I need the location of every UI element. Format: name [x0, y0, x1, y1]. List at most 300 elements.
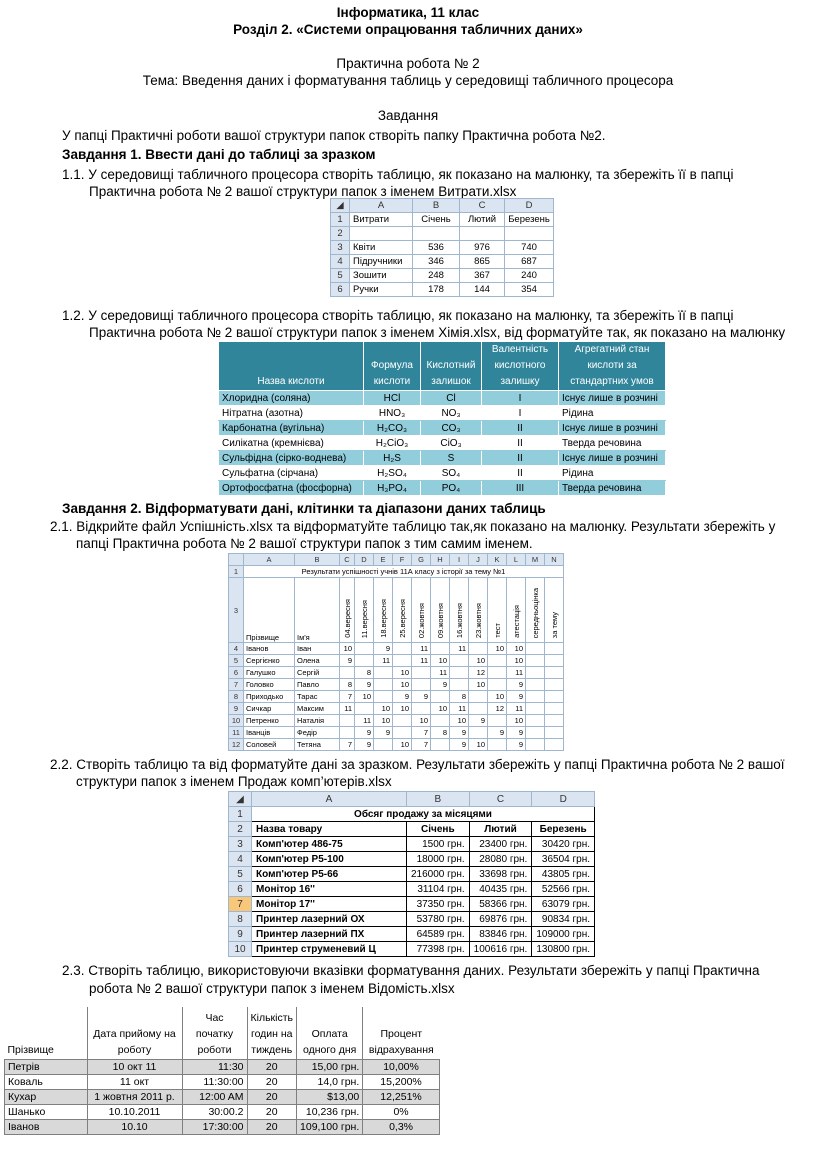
cell[interactable]: [526, 727, 545, 739]
cell[interactable]: [340, 667, 355, 679]
cell[interactable]: 90834 грн.: [532, 912, 595, 927]
col-header[interactable]: K: [488, 554, 507, 566]
cell[interactable]: 15,00 грн.: [297, 1060, 363, 1075]
cell[interactable]: 9: [469, 715, 488, 727]
cell[interactable]: Рідина: [559, 406, 666, 421]
cell[interactable]: 1500 грн.: [407, 837, 470, 852]
cell[interactable]: Монітор 17'': [252, 897, 407, 912]
cell[interactable]: Іванов: [5, 1120, 88, 1135]
cell[interactable]: 30:00.2: [182, 1105, 247, 1120]
cell[interactable]: [488, 739, 507, 751]
cell[interactable]: H₂CO₃: [364, 421, 421, 436]
cell[interactable]: I: [482, 406, 559, 421]
cell[interactable]: 23400 грн.: [469, 837, 532, 852]
cell[interactable]: Нітратна (азотна): [219, 406, 364, 421]
cell[interactable]: 100616 грн.: [469, 942, 532, 957]
cell[interactable]: 11: [412, 655, 431, 667]
cell[interactable]: 10: [340, 643, 355, 655]
cell[interactable]: 10: [412, 715, 431, 727]
cell[interactable]: 10: [355, 691, 374, 703]
cell[interactable]: II: [482, 466, 559, 481]
cell[interactable]: 10 окт 11: [87, 1060, 182, 1075]
cell[interactable]: 109,100 грн.: [297, 1120, 363, 1135]
cell[interactable]: 12:00 AM: [182, 1090, 247, 1105]
cell[interactable]: 10: [374, 703, 393, 715]
cell[interactable]: [340, 578, 355, 643]
cell[interactable]: 687: [505, 255, 554, 269]
cell[interactable]: [545, 703, 564, 715]
cell[interactable]: 10,236 грн.: [297, 1105, 363, 1120]
row-number[interactable]: 5: [229, 655, 244, 667]
cell[interactable]: [393, 715, 412, 727]
cell[interactable]: 11: [355, 715, 374, 727]
cell[interactable]: 11: [340, 703, 355, 715]
cell[interactable]: 9: [507, 679, 526, 691]
cell[interactable]: SO₄: [421, 466, 482, 481]
cell[interactable]: HCl: [364, 391, 421, 406]
cell[interactable]: 69876 грн.: [469, 912, 532, 927]
cell[interactable]: 58366 грн.: [469, 897, 532, 912]
row-number[interactable]: 10: [229, 715, 244, 727]
cell[interactable]: Існує лише в розчині: [559, 421, 666, 436]
cell[interactable]: 9: [507, 727, 526, 739]
cell[interactable]: 11: [412, 643, 431, 655]
cell[interactable]: Іванців: [244, 727, 295, 739]
cell[interactable]: Сичкар: [244, 703, 295, 715]
cell[interactable]: 10,00%: [363, 1060, 440, 1075]
cell[interactable]: 248: [413, 269, 460, 283]
cell[interactable]: H₃PO₄: [364, 481, 421, 496]
cell[interactable]: 37350 грн.: [407, 897, 470, 912]
cell[interactable]: 7: [412, 739, 431, 751]
cell[interactable]: [526, 691, 545, 703]
cell[interactable]: 346: [413, 255, 460, 269]
cell[interactable]: 52566 грн.: [532, 882, 595, 897]
cell[interactable]: 8: [340, 679, 355, 691]
cell[interactable]: [412, 578, 431, 643]
cell[interactable]: Принтер струменевий Ц: [252, 942, 407, 957]
cell[interactable]: [450, 655, 469, 667]
row-number[interactable]: 8: [229, 691, 244, 703]
cell[interactable]: [545, 679, 564, 691]
cell[interactable]: 14,0 грн.: [297, 1075, 363, 1090]
cell[interactable]: 130800 грн.: [532, 942, 595, 957]
cell[interactable]: 20: [247, 1075, 297, 1090]
row-number[interactable]: 4: [331, 255, 350, 269]
cell[interactable]: Хлоридна (соляна): [219, 391, 364, 406]
cell[interactable]: [393, 727, 412, 739]
cell[interactable]: Олена: [295, 655, 340, 667]
col-header[interactable]: N: [545, 554, 564, 566]
cell[interactable]: 8: [450, 691, 469, 703]
cell[interactable]: HNO₃: [364, 406, 421, 421]
cell[interactable]: 11 окт: [87, 1075, 182, 1090]
cell[interactable]: 43805 грн.: [532, 867, 595, 882]
cell[interactable]: 9: [393, 691, 412, 703]
row-number[interactable]: 2: [229, 822, 252, 837]
cell[interactable]: [545, 643, 564, 655]
cell[interactable]: Тетяна: [295, 739, 340, 751]
cell[interactable]: 0%: [363, 1105, 440, 1120]
row-number[interactable]: 6: [229, 882, 252, 897]
cell[interactable]: [488, 715, 507, 727]
cell[interactable]: 8: [431, 727, 450, 739]
col-header[interactable]: E: [374, 554, 393, 566]
cell[interactable]: Сергієнко: [244, 655, 295, 667]
cell[interactable]: [374, 667, 393, 679]
row-number[interactable]: 9: [229, 703, 244, 715]
cell[interactable]: Січень: [413, 213, 460, 227]
cell[interactable]: 10: [507, 655, 526, 667]
cell[interactable]: 20: [247, 1060, 297, 1075]
cell[interactable]: H₂SO₄: [364, 466, 421, 481]
cell[interactable]: Прізвище: [244, 578, 295, 643]
cell[interactable]: Принтер лазерний ОХ: [252, 912, 407, 927]
cell[interactable]: 10.10.2011: [87, 1105, 182, 1120]
cell[interactable]: 10: [488, 691, 507, 703]
cell[interactable]: 10: [393, 739, 412, 751]
cell[interactable]: 10.10: [87, 1120, 182, 1135]
cell[interactable]: NO₃: [421, 406, 482, 421]
cell[interactable]: [412, 679, 431, 691]
cell[interactable]: Березень: [532, 822, 595, 837]
cell[interactable]: [488, 655, 507, 667]
col-header[interactable]: C: [469, 792, 532, 807]
cell[interactable]: 83846 грн.: [469, 927, 532, 942]
cell[interactable]: 63079 грн.: [532, 897, 595, 912]
corner-cell[interactable]: ◢: [229, 792, 252, 807]
row-number[interactable]: 12: [229, 739, 244, 751]
cell[interactable]: 7: [412, 727, 431, 739]
cell[interactable]: 9: [450, 727, 469, 739]
col-header[interactable]: B: [407, 792, 470, 807]
cell[interactable]: 144: [460, 283, 505, 297]
row-number[interactable]: 11: [229, 727, 244, 739]
cell[interactable]: [545, 667, 564, 679]
cell[interactable]: Галушко: [244, 667, 295, 679]
cell[interactable]: [545, 739, 564, 751]
cell[interactable]: Соловей: [244, 739, 295, 751]
cell[interactable]: Кухар: [5, 1090, 88, 1105]
cell[interactable]: 10: [450, 715, 469, 727]
cell[interactable]: [450, 578, 469, 643]
cell[interactable]: [526, 655, 545, 667]
cell[interactable]: Тарас: [295, 691, 340, 703]
cell[interactable]: [469, 578, 488, 643]
cell[interactable]: [355, 655, 374, 667]
row-number[interactable]: 4: [229, 643, 244, 655]
cell[interactable]: 9: [507, 739, 526, 751]
cell[interactable]: Комп'ютер P5-100: [252, 852, 407, 867]
grades-title[interactable]: Результати успішності учнів 11А класу з історії за тему №1: [244, 566, 564, 578]
cell[interactable]: [393, 655, 412, 667]
cell[interactable]: [450, 679, 469, 691]
cell[interactable]: 9: [355, 739, 374, 751]
cell[interactable]: Ручки: [350, 283, 413, 297]
cell[interactable]: 28080 грн.: [469, 852, 532, 867]
cell[interactable]: 18000 грн.: [407, 852, 470, 867]
cell[interactable]: 354: [505, 283, 554, 297]
cell[interactable]: 740: [505, 241, 554, 255]
cell[interactable]: Петрів: [5, 1060, 88, 1075]
row-number[interactable]: 1: [229, 566, 244, 578]
cell[interactable]: CO₃: [421, 421, 482, 436]
corner-cell[interactable]: [229, 554, 244, 566]
cell[interactable]: [526, 643, 545, 655]
cell[interactable]: 9: [431, 679, 450, 691]
cell[interactable]: 53780 грн.: [407, 912, 470, 927]
col-header[interactable]: J: [469, 554, 488, 566]
row-number[interactable]: 7: [229, 897, 252, 912]
row-number[interactable]: 3: [331, 241, 350, 255]
cell[interactable]: [488, 667, 507, 679]
cell[interactable]: [526, 715, 545, 727]
cell[interactable]: [431, 643, 450, 655]
cell[interactable]: 20: [247, 1090, 297, 1105]
cell[interactable]: [374, 679, 393, 691]
cell[interactable]: Силікатна (кремнієва): [219, 436, 364, 451]
cell[interactable]: 31104 грн.: [407, 882, 470, 897]
cell[interactable]: 15,200%: [363, 1075, 440, 1090]
cell[interactable]: [393, 643, 412, 655]
cell[interactable]: 865: [460, 255, 505, 269]
cell[interactable]: [355, 578, 374, 643]
row-number[interactable]: 9: [229, 927, 252, 942]
cell[interactable]: PO₄: [421, 481, 482, 496]
cell[interactable]: 8: [355, 667, 374, 679]
cell[interactable]: I: [482, 391, 559, 406]
cell[interactable]: [469, 727, 488, 739]
row-number[interactable]: 3: [229, 837, 252, 852]
cell[interactable]: $13,00: [297, 1090, 363, 1105]
cell[interactable]: [545, 655, 564, 667]
cell[interactable]: [507, 578, 526, 643]
cell[interactable]: Карбонатна (вугільна): [219, 421, 364, 436]
cell[interactable]: 10: [393, 703, 412, 715]
row-number[interactable]: 7: [229, 679, 244, 691]
cell[interactable]: [431, 739, 450, 751]
cell[interactable]: 9: [507, 691, 526, 703]
cell[interactable]: Назва товару: [252, 822, 407, 837]
cell[interactable]: Сульфатна (сірчана): [219, 466, 364, 481]
cell[interactable]: 30420 грн.: [532, 837, 595, 852]
cell[interactable]: Наталія: [295, 715, 340, 727]
cell[interactable]: [413, 227, 460, 241]
cell[interactable]: Сульфідна (сірко-воднева): [219, 451, 364, 466]
cell[interactable]: [431, 691, 450, 703]
cell[interactable]: [340, 727, 355, 739]
row-number[interactable]: 6: [331, 283, 350, 297]
cell[interactable]: 10: [431, 655, 450, 667]
cell[interactable]: [412, 667, 431, 679]
cell[interactable]: [545, 715, 564, 727]
row-number[interactable]: 2: [331, 227, 350, 241]
col-header[interactable]: D: [355, 554, 374, 566]
cell[interactable]: Монітор 16'': [252, 882, 407, 897]
cell[interactable]: 10: [469, 679, 488, 691]
cell[interactable]: [460, 227, 505, 241]
cell[interactable]: Ім'я: [295, 578, 340, 643]
cell[interactable]: [450, 667, 469, 679]
cell[interactable]: 77398 грн.: [407, 942, 470, 957]
cell[interactable]: Березень: [505, 213, 554, 227]
cell[interactable]: 976: [460, 241, 505, 255]
cell[interactable]: Квіти: [350, 241, 413, 255]
cell[interactable]: 11: [507, 667, 526, 679]
cell[interactable]: 7: [340, 739, 355, 751]
row-number[interactable]: 3: [229, 578, 244, 643]
cell[interactable]: Січень: [407, 822, 470, 837]
col-header[interactable]: A: [252, 792, 407, 807]
cell[interactable]: Коваль: [5, 1075, 88, 1090]
cell[interactable]: 536: [413, 241, 460, 255]
cell[interactable]: 216000 грн.: [407, 867, 470, 882]
cell[interactable]: Існує лише в розчині: [559, 391, 666, 406]
cell[interactable]: Зошити: [350, 269, 413, 283]
cell[interactable]: Тверда речовина: [559, 481, 666, 496]
row-number[interactable]: 5: [331, 269, 350, 283]
cell[interactable]: [488, 578, 507, 643]
col-header[interactable]: G: [412, 554, 431, 566]
cell[interactable]: [526, 667, 545, 679]
col-header[interactable]: B: [413, 199, 460, 213]
cell[interactable]: 12: [469, 667, 488, 679]
cell[interactable]: II: [482, 436, 559, 451]
cell[interactable]: [488, 679, 507, 691]
cell[interactable]: 11: [450, 703, 469, 715]
cell[interactable]: [393, 578, 412, 643]
cell[interactable]: 10: [374, 715, 393, 727]
cell[interactable]: [545, 578, 564, 643]
col-header[interactable]: A: [244, 554, 295, 566]
cell[interactable]: Сергій: [295, 667, 340, 679]
row-number[interactable]: 10: [229, 942, 252, 957]
cell[interactable]: [374, 691, 393, 703]
cell[interactable]: H₂CiO₃: [364, 436, 421, 451]
cell[interactable]: 1 жовтня 2011 р.: [87, 1090, 182, 1105]
cell[interactable]: Павло: [295, 679, 340, 691]
cell[interactable]: 17:30:00: [182, 1120, 247, 1135]
col-header[interactable]: B: [295, 554, 340, 566]
cell[interactable]: Петренко: [244, 715, 295, 727]
cell[interactable]: [545, 691, 564, 703]
cell[interactable]: 40435 грн.: [469, 882, 532, 897]
cell[interactable]: Витрати: [350, 213, 413, 227]
cell[interactable]: 9: [355, 679, 374, 691]
col-header[interactable]: C: [460, 199, 505, 213]
cell[interactable]: [412, 703, 431, 715]
cell[interactable]: Лютий: [469, 822, 532, 837]
row-number[interactable]: 1: [331, 213, 350, 227]
cell[interactable]: 10: [431, 703, 450, 715]
cell[interactable]: Приходько: [244, 691, 295, 703]
col-header[interactable]: I: [450, 554, 469, 566]
cell[interactable]: Іванов: [244, 643, 295, 655]
col-header[interactable]: D: [532, 792, 595, 807]
cell[interactable]: [355, 643, 374, 655]
cell[interactable]: 20: [247, 1120, 297, 1135]
cell[interactable]: Комп'ютер P5-66: [252, 867, 407, 882]
cell[interactable]: Існує лише в розчині: [559, 451, 666, 466]
cell[interactable]: II: [482, 451, 559, 466]
cell[interactable]: Тверда речовина: [559, 436, 666, 451]
cell[interactable]: [526, 578, 545, 643]
cell[interactable]: 11: [507, 703, 526, 715]
cell[interactable]: 0,3%: [363, 1120, 440, 1135]
cell[interactable]: H₂S: [364, 451, 421, 466]
cell[interactable]: [469, 691, 488, 703]
cell[interactable]: 11: [374, 655, 393, 667]
row-number[interactable]: 8: [229, 912, 252, 927]
cell[interactable]: 9: [488, 727, 507, 739]
cell[interactable]: 36504 грн.: [532, 852, 595, 867]
cell[interactable]: 10: [393, 667, 412, 679]
cell[interactable]: [431, 578, 450, 643]
cell[interactable]: Іван: [295, 643, 340, 655]
cell[interactable]: Cl: [421, 391, 482, 406]
row-number[interactable]: 4: [229, 852, 252, 867]
cell[interactable]: 11:30:00: [182, 1075, 247, 1090]
col-header[interactable]: A: [350, 199, 413, 213]
cell[interactable]: 9: [355, 727, 374, 739]
cell[interactable]: 109000 грн.: [532, 927, 595, 942]
cell[interactable]: [431, 715, 450, 727]
col-header[interactable]: H: [431, 554, 450, 566]
cell[interactable]: S: [421, 451, 482, 466]
cell[interactable]: Шанько: [5, 1105, 88, 1120]
cell[interactable]: III: [482, 481, 559, 496]
cell[interactable]: [469, 643, 488, 655]
col-header[interactable]: F: [393, 554, 412, 566]
col-header[interactable]: C: [340, 554, 355, 566]
cell[interactable]: Принтер лазерний ПХ: [252, 927, 407, 942]
cell[interactable]: 7: [340, 691, 355, 703]
cell[interactable]: 9: [450, 739, 469, 751]
cell[interactable]: [374, 739, 393, 751]
cell[interactable]: 33698 грн.: [469, 867, 532, 882]
cell[interactable]: [350, 227, 413, 241]
cell[interactable]: [469, 703, 488, 715]
cell[interactable]: 9: [374, 727, 393, 739]
cell[interactable]: 367: [460, 269, 505, 283]
cell[interactable]: 12,251%: [363, 1090, 440, 1105]
cell[interactable]: [526, 739, 545, 751]
cell[interactable]: [526, 703, 545, 715]
row-number[interactable]: 5: [229, 867, 252, 882]
cell[interactable]: 10: [507, 643, 526, 655]
cell[interactable]: [340, 715, 355, 727]
cell[interactable]: Федір: [295, 727, 340, 739]
cell[interactable]: 64589 грн.: [407, 927, 470, 942]
sales-title[interactable]: Обсяг продажу за місяцями: [252, 807, 595, 822]
cell[interactable]: 9: [374, 643, 393, 655]
col-header[interactable]: L: [507, 554, 526, 566]
cell[interactable]: 10: [507, 715, 526, 727]
cell[interactable]: [374, 578, 393, 643]
cell[interactable]: II: [482, 421, 559, 436]
cell[interactable]: 11: [450, 643, 469, 655]
cell[interactable]: [545, 727, 564, 739]
cell[interactable]: CiO₃: [421, 436, 482, 451]
cell[interactable]: 10: [488, 643, 507, 655]
cell[interactable]: 10: [393, 679, 412, 691]
cell[interactable]: 9: [340, 655, 355, 667]
cell[interactable]: 240: [505, 269, 554, 283]
cell[interactable]: Максим: [295, 703, 340, 715]
cell[interactable]: Підручники: [350, 255, 413, 269]
cell[interactable]: 10: [469, 655, 488, 667]
col-header[interactable]: M: [526, 554, 545, 566]
